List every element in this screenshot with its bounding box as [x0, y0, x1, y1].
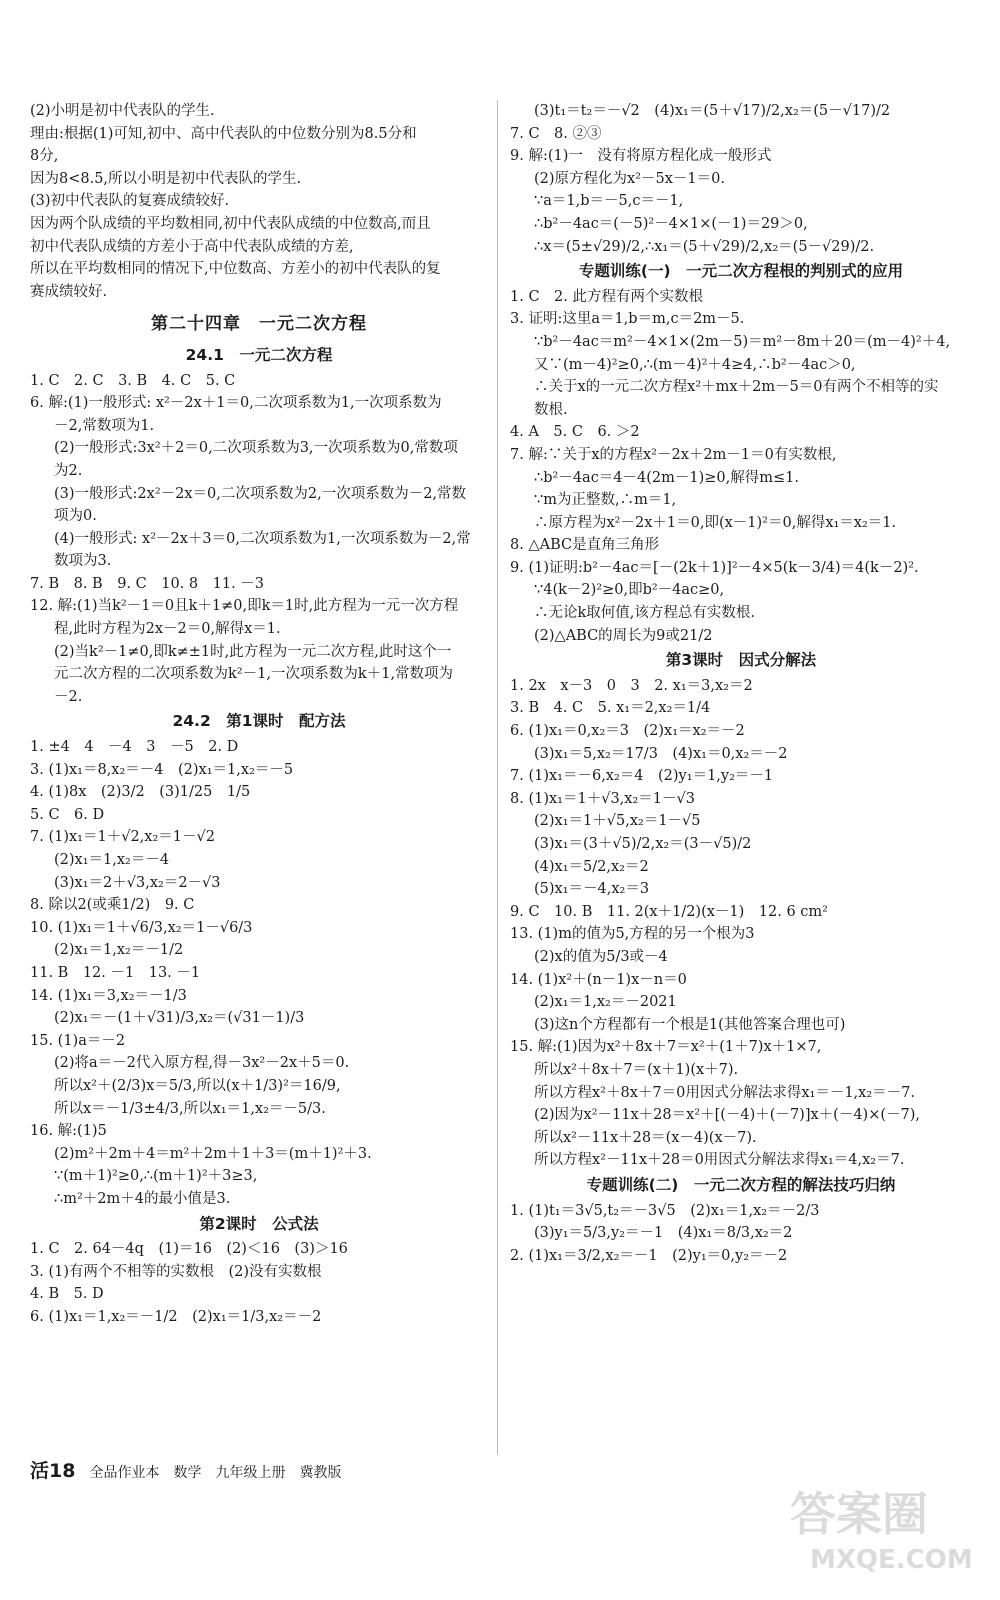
right-answer-line: ∵4(k－2)²≥0,即b²－4ac≥0,: [534, 582, 725, 599]
left-answer-line: (2)小明是初中代表队的学生.: [30, 103, 215, 119]
right-answer-line: 数根.: [534, 401, 568, 418]
left-answer-line: 1. C 2. 64－4q (1)＝16 (2)＜16 (3)＞16: [30, 1241, 348, 1258]
right-answer-line: (3)这n个方程都有一个根是1(其他答案合理也可): [534, 1016, 846, 1033]
right-answer-line: 2. (1)x₁＝3/2,x₂＝－1 (2)y₁＝0,y₂＝－2: [510, 1247, 788, 1264]
right-answer-line: (2)△ABC的周长为9或21/2: [534, 627, 713, 644]
right-answer-line: ∴x＝(5±√29)/2,∴x₁＝(5＋√29)/2,x₂＝(5－√29)/2.: [534, 238, 875, 255]
left-answer-line: (3)初中代表队的复赛成绩较好.: [30, 193, 230, 210]
left-section-title: 24.2 第1课时 配方法: [172, 712, 346, 731]
right-answer-line: 所以方程x²－11x＋28＝0用因式分解法求得x₁＝4,x₂＝7.: [534, 1152, 905, 1169]
left-answer-line: (2)一般形式:3x²＋2＝0,二次项系数为3,一次项系数为0,常数项: [54, 440, 458, 457]
right-answer-line: 14. (1)x²＋(n－1)x－n＝0: [510, 971, 687, 988]
right-answer-line: 所以x²－11x＋28＝(x－4)(x－7).: [534, 1129, 757, 1146]
right-answer-line: 13. (1)m的值为5,方程的另一个根为3: [510, 926, 755, 943]
left-answer-line: (2)x₁＝1,x₂＝－1/2: [54, 942, 184, 959]
left-answer-line: 11. B 12. －1 13. －1: [30, 964, 201, 981]
right-answer-line: 7. C 8. ②③: [510, 125, 602, 142]
left-answer-line: －2.: [54, 688, 83, 705]
left-answer-line: 程,此时方程为2x－2＝0,解得x＝1.: [54, 621, 281, 638]
left-answer-line: ∴m²＋2m＋4的最小值是3.: [54, 1190, 231, 1207]
right-answer-line: (5)x₁＝－4,x₂＝3: [534, 881, 650, 898]
right-answer-line: 1. (1)t₁＝3√5,t₂＝－3√5 (2)x₁＝1,x₂＝－2/3: [510, 1202, 820, 1219]
left-answer-line: 5. C 6. D: [30, 806, 105, 823]
right-answer-line: 7. 解:∵关于x的方程x²－2x＋2m－1＝0有实数根,: [510, 446, 837, 463]
left-answer-line: 15. (1)a＝－2: [30, 1032, 126, 1049]
right-answer-line: ∵a＝1,b＝－5,c＝－1,: [534, 193, 684, 210]
left-answer-line: 6. (1)x₁＝1,x₂＝－1/2 (2)x₁＝1/3,x₂＝－2: [30, 1308, 322, 1325]
left-answer-line: 4. (1)8x (2)3/2 (3)1/25 1/5: [30, 784, 251, 801]
left-answer-line: (3)x₁＝2＋√3,x₂＝2－√3: [54, 874, 221, 891]
right-section-title: 专题训练(一) 一元二次方程根的判别式的应用: [578, 262, 904, 281]
right-answer-line: (2)x的值为5/3或－4: [534, 948, 668, 965]
left-answer-line: 6. 解:(1)一般形式: x²－2x＋1＝0,二次项系数为1,一次项系数为: [30, 395, 442, 412]
right-answer-line: (4)x₁＝5/2,x₂＝2: [534, 858, 649, 875]
grade: 九年级上册: [215, 1465, 286, 1481]
left-answer-line: 所以x＝－1/3±4/3,所以x₁＝1,x₂＝－5/3.: [54, 1100, 326, 1117]
watermark-logo: [780, 1470, 980, 1580]
right-answer-line: (3)t₁＝t₂＝－√2 (4)x₁＝(5＋√17)/2,x₂＝(5－√17)/2: [534, 103, 891, 119]
left-answer-line: (2)将a＝－2代入原方程,得－3x²－2x＋5＝0.: [54, 1055, 350, 1072]
left-section-title: 24.1 一元二次方程: [185, 345, 333, 364]
left-answer-line: 为2.: [54, 462, 83, 479]
left-answer-line: 3. (1)有两个不相等的实数根 (2)没有实数根: [30, 1263, 322, 1280]
left-answer-line: 1. ±4 4 －4 3 －5 2. D: [30, 739, 239, 756]
left-answer-line: 理由:根据(1)可知,初中、高中代表队的中位数分别为8.5分和: [30, 125, 417, 142]
left-answer-line: 14. (1)x₁＝3,x₂＝－1/3: [30, 987, 187, 1004]
right-answer-line: 1. 2x x－3 0 3 2. x₁＝3,x₂＝2: [510, 677, 753, 694]
right-answer-line: (3)y₁＝5/3,y₂＝－1 (4)x₁＝8/3,x₂＝2: [534, 1225, 793, 1242]
right-answer-line: 9. 解:(1)一 没有将原方程化成一般形式: [510, 148, 772, 165]
column-divider: [497, 100, 498, 1455]
book-series: 全品作业本: [89, 1465, 160, 1481]
right-answer-line: (3)x₁＝5,x₂＝17/3 (4)x₁＝0,x₂＝－2: [534, 745, 788, 762]
left-chapter-title: 第二十四章 一元二次方程: [151, 314, 367, 335]
left-column: [30, 100, 488, 1328]
left-answer-line: 因为8<8.5,所以小明是初中代表队的学生.: [30, 170, 302, 187]
right-answer-line: 又∵(m－4)²≥0,∴(m－4)²＋4≥4,∴b²－4ac＞0,: [534, 356, 856, 373]
right-answer-line: (2)因为x²－11x＋28＝x²＋[(－4)＋(－7)]x＋(－4)×(－7),: [534, 1107, 921, 1124]
right-section-title: 专题训练(二) 一元二次方程的解法技巧归纳: [586, 1175, 896, 1194]
left-answer-line: 7. B 8. B 9. C 10. 8 11. －3: [30, 575, 265, 592]
left-answer-line: 3. (1)x₁＝8,x₂＝－4 (2)x₁＝1,x₂＝－5: [30, 761, 294, 778]
left-answer-line: ∵(m＋1)²≥0,∴(m＋1)²＋3≥3,: [54, 1168, 258, 1185]
left-answer-line: 12. 解:(1)当k²－1＝0且k＋1≠0,即k＝1时,此方程为一元一次方程: [30, 598, 459, 615]
page-footer: [30, 1456, 341, 1483]
right-answer-line: ∴原方程为x²－2x＋1＝0,即(x－1)²＝0,解得x₁＝x₂＝1.: [534, 514, 897, 531]
right-answer-line: 3. B 4. C 5. x₁＝2,x₂＝1/4: [510, 700, 711, 717]
right-answer-line: 所以方程x²＋8x＋7＝0用因式分解法求得x₁＝－1,x₂＝－7.: [534, 1084, 915, 1101]
left-answer-line: 所以在平均数相同的情况下,中位数高、方差小的初中代表队的复: [30, 261, 441, 278]
left-answer-line: 1. C 2. C 3. B 4. C 5. C: [30, 372, 236, 389]
right-answer-line: (2)x₁＝1＋√5,x₂＝1－√5: [534, 813, 701, 830]
right-answer-line: 1. C 2. 此方程有两个实数根: [510, 288, 703, 305]
left-answer-line: (2)当k²－1≠0,即k≠±1时,此方程为一元二次方程,此时这个一: [54, 643, 452, 660]
right-column: [510, 100, 972, 1267]
right-answer-line: 3. 证明:这里a＝1,b＝m,c＝2m－5.: [510, 311, 745, 328]
right-answer-line: 9. (1)证明:b²－4ac＝[－(2k＋1)]²－4×5(k－3/4)＝4(k－2)².: [510, 559, 919, 576]
left-answer-line: (2)x₁＝1,x₂＝－4: [54, 852, 170, 868]
watermark-url: MXQE.COM: [810, 1545, 973, 1575]
left-answer-line: (4)一般形式: x²－2x＋3＝0,二次项系数为1,一次项系数为－2,常: [54, 530, 471, 547]
right-section-title: 第3课时 因式分解法: [665, 651, 817, 670]
left-answer-line: (2)x₁＝－(1＋√31)/3,x₂＝(√31－1)/3: [54, 1010, 305, 1027]
left-answer-line: 赛成绩较好.: [30, 283, 108, 300]
subject: 数学: [173, 1465, 202, 1481]
left-answer-line: 8分,: [30, 148, 59, 165]
left-answer-line: 10. (1)x₁＝1＋√6/3,x₂＝1－√6/3: [30, 919, 253, 936]
watermark-main: 答案圈: [790, 1487, 928, 1541]
left-answer-line: 16. 解:(1)5: [30, 1123, 107, 1140]
edition: 冀教版: [299, 1465, 342, 1481]
page-number: 活18: [30, 1460, 76, 1482]
left-answer-line: 4. B 5. D: [30, 1286, 104, 1303]
right-answer-line: ∴b²－4ac＝(－5)²－4×1×(－1)＝29＞0,: [534, 215, 808, 232]
left-answer-line: 因为两个队成绩的平均数相同,初中代表队成绩的中位数高,而且: [30, 215, 431, 232]
left-answer-line: (2)m²＋2m＋4＝m²＋2m＋1＋3＝(m＋1)²＋3.: [54, 1145, 372, 1162]
left-answer-line: (3)一般形式:2x²－2x＝0,二次项系数为2,一次项系数为－2,常数: [54, 485, 467, 502]
right-answer-line: ∵b²－4ac＝m²－4×1×(2m－5)＝m²－8m＋20＝(m－4)²＋4,: [534, 333, 951, 350]
right-answer-line: 4. A 5. C 6. ＞2: [510, 424, 640, 441]
left-answer-line: 项为0.: [54, 508, 97, 525]
right-answer-line: (3)x₁＝(3＋√5)/2,x₂＝(3－√5)/2: [534, 836, 752, 852]
right-answer-line: (2)原方程化为x²－5x－1＝0.: [534, 170, 725, 187]
right-answer-line: ∴关于x的一元二次方程x²＋mx＋2m－5＝0有两个不相等的实: [534, 379, 939, 396]
right-answer-line: ∴b²－4ac＝4－4(2m－1)≥0,解得m≤1.: [534, 469, 799, 486]
right-answer-line: 8. △ABC是直角三角形: [510, 537, 660, 554]
right-answer-line: ∴无论k取何值,该方程总有实数根.: [534, 605, 756, 622]
right-answer-line: 8. (1)x₁＝1＋√3,x₂＝1－√3: [510, 790, 695, 807]
right-answer-line: 所以x²＋8x＋7＝(x＋1)(x＋7).: [534, 1061, 739, 1078]
right-answer-line: (2)x₁＝1,x₂＝－2021: [534, 994, 677, 1011]
right-answer-line: 7. (1)x₁＝－6,x₂＝4 (2)y₁＝1,y₂＝－1: [510, 768, 774, 785]
right-answer-line: 15. 解:(1)因为x²＋8x＋7＝x²＋(1＋7)x＋1×7,: [510, 1039, 822, 1056]
left-answer-line: 元二次方程的二次项系数为k²－1,一次项系数为k＋1,常数项为: [54, 666, 454, 683]
right-answer-line: 6. (1)x₁＝0,x₂＝3 (2)x₁＝x₂＝－2: [510, 723, 745, 740]
left-answer-line: 8. 除以2(或乘1/2) 9. C: [30, 897, 195, 914]
left-answer-line: －2,常数项为1.: [54, 417, 155, 434]
left-answer-line: 7. (1)x₁＝1＋√2,x₂＝1－√2: [30, 829, 215, 846]
left-answer-line: 数项为3.: [54, 553, 112, 570]
left-answer-line: 所以x²＋(2/3)x＝5/3,所以(x＋1/3)²＝16/9,: [54, 1077, 341, 1094]
left-section-title: 第2课时 公式法: [199, 1214, 319, 1233]
left-answer-line: 初中代表队成绩的方差小于高中代表队成绩的方差,: [30, 238, 354, 255]
right-answer-line: ∵m为正整数,∴m＝1,: [534, 492, 677, 509]
right-answer-line: 9. C 10. B 11. 2(x＋1/2)(x－1) 12. 6 cm²: [510, 903, 828, 920]
